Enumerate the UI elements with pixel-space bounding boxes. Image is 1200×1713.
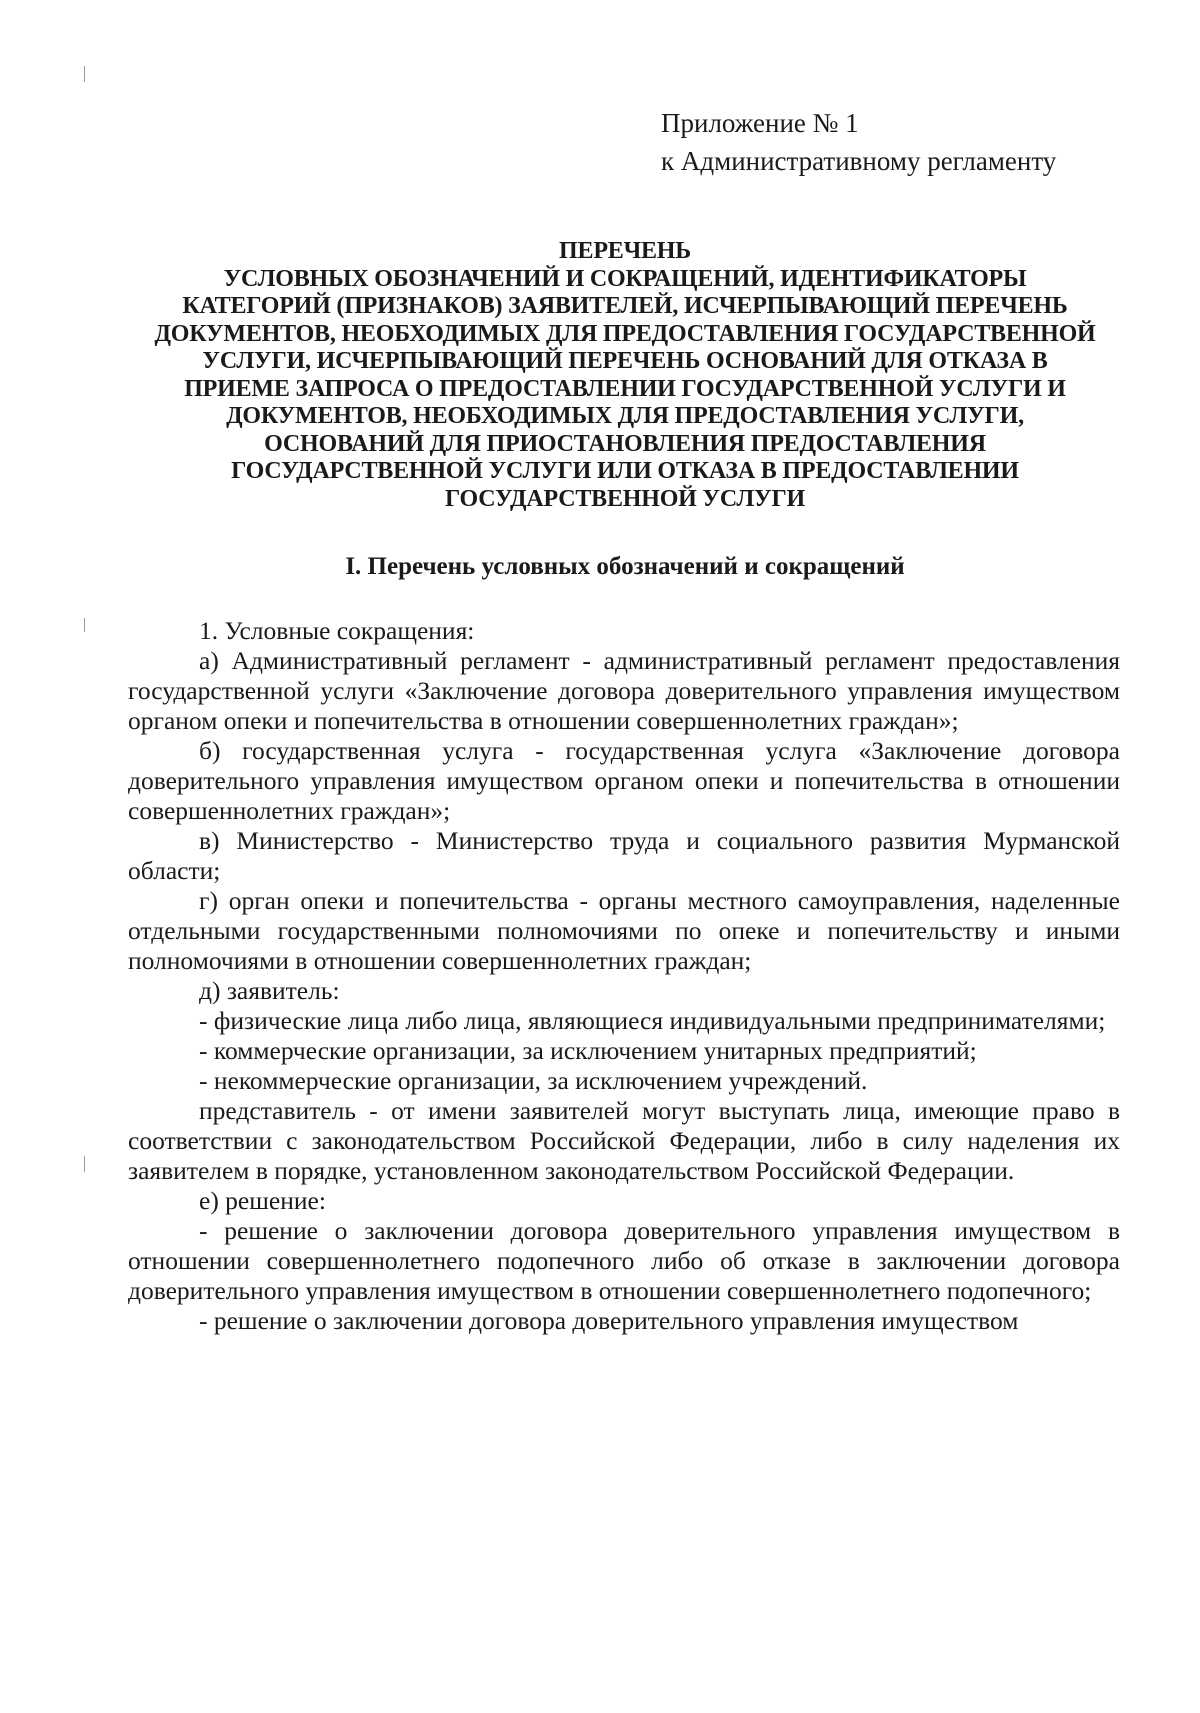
scan-margin-mark <box>84 1156 85 1172</box>
scan-margin-mark <box>84 66 85 82</box>
title-line: ДОКУМЕНТОВ, НЕОБХОДИМЫХ ДЛЯ ПРЕДОСТАВЛЕНИЯ УСЛУГИ, <box>226 403 1024 429</box>
title-line: ПРИЕМЕ ЗАПРОСА О ПРЕДОСТАВЛЕНИИ ГОСУДАРСТВЕННОЙ УСЛУГИ И <box>184 375 1066 402</box>
scan-margin-mark <box>84 618 85 632</box>
appendix-reference <box>661 104 1056 180</box>
appendix-regulation: к Административному регламенту <box>661 146 1057 176</box>
document-title <box>120 238 1130 513</box>
title-line: УСЛОВНЫХ ОБОЗНАЧЕНИЙ И СОКРАЩЕНИЙ, ИДЕНТИФИКАТОРЫ <box>223 265 1027 292</box>
paragraph-representative: представитель - от имени заявителей могут выступать лица, имеющие право в соответствии с законодательством Российской Федерации, либо в силу наделения их заявителем в порядке, установленном законодательством Российской Федерации. <box>128 1096 1120 1185</box>
paragraph-applicant-commercial: - коммерческие организации, за исключением унитарных предприятий; <box>199 1036 977 1065</box>
paragraph-item-g: г) орган опеки и попечительства - органы местного самоуправления, наделенные отдельными государственными полномочиями по опеке и попечительству и иными полномочиями в отношении совершеннолетних граждан; <box>128 886 1120 975</box>
paragraph-item-b: б) государственная услуга - государственная услуга «Заключение договора доверительного управления имуществом органом опеки и попечительства в отношении совершеннолетних граждан»; <box>128 736 1120 825</box>
paragraph-item-d: д) заявитель: <box>199 976 340 1005</box>
section-heading: I. Перечень условных обозначений и сокращений <box>345 553 905 580</box>
title-line: ПЕРЕЧЕНЬ <box>559 238 691 264</box>
title-line: КАТЕГОРИЙ (ПРИЗНАКОВ) ЗАЯВИТЕЛЕЙ, ИСЧЕРПЫВАЮЩИЙ ПЕРЕЧЕНЬ <box>182 293 1068 319</box>
appendix-number: Приложение № 1 <box>661 108 859 138</box>
title-line: УСЛУГИ, ИСЧЕРПЫВАЮЩИЙ ПЕРЕЧЕНЬ ОСНОВАНИЙ ДЛЯ ОТКАЗА В <box>202 348 1048 374</box>
title-line: ГОСУДАРСТВЕННОЙ УСЛУГИ ИЛИ ОТКАЗА В ПРЕДОСТАВЛЕНИИ <box>231 458 1019 484</box>
paragraph-applicant-noncommercial: - некоммерческие организации, за исключением учреждений. <box>199 1066 868 1095</box>
paragraph-decision-1: - решение о заключении договора доверительного управления имуществом в отношении совершеннолетнего подопечного либо об отказе в заключении договора доверительного управления имуществом в отношении совершеннолетнего подопечного; <box>128 1216 1120 1305</box>
paragraph-item-v: в) Министерство - Министерство труда и социального развития Мурманской области; <box>128 826 1120 885</box>
paragraph-item-a: а) Административный регламент - административный регламент предоставления государственной услуги «Заключение договора доверительного управления имуществом органом опеки и попечительства в отношении совершеннолетних граждан»; <box>128 646 1120 735</box>
paragraph-applicant-individuals: - физические лица либо лица, являющиеся индивидуальными предпринимателями; <box>199 1006 1106 1035</box>
title-line: ОСНОВАНИЙ ДЛЯ ПРИОСТАНОВЛЕНИЯ ПРЕДОСТАВЛЕНИЯ <box>264 430 986 457</box>
body-text <box>128 616 1120 1336</box>
paragraph-abbreviations-intro: 1. Условные сокращения: <box>199 616 475 645</box>
paragraph-item-e: е) решение: <box>199 1186 326 1215</box>
title-line: ГОСУДАРСТВЕННОЙ УСЛУГИ <box>444 485 806 512</box>
title-line: ДОКУМЕНТОВ, НЕОБХОДИМЫХ ДЛЯ ПРЕДОСТАВЛЕНИЯ ГОСУДАРСТВЕННОЙ <box>154 320 1096 347</box>
paragraph-decision-2: - решение о заключении договора доверительного управления имуществом <box>199 1306 1019 1335</box>
